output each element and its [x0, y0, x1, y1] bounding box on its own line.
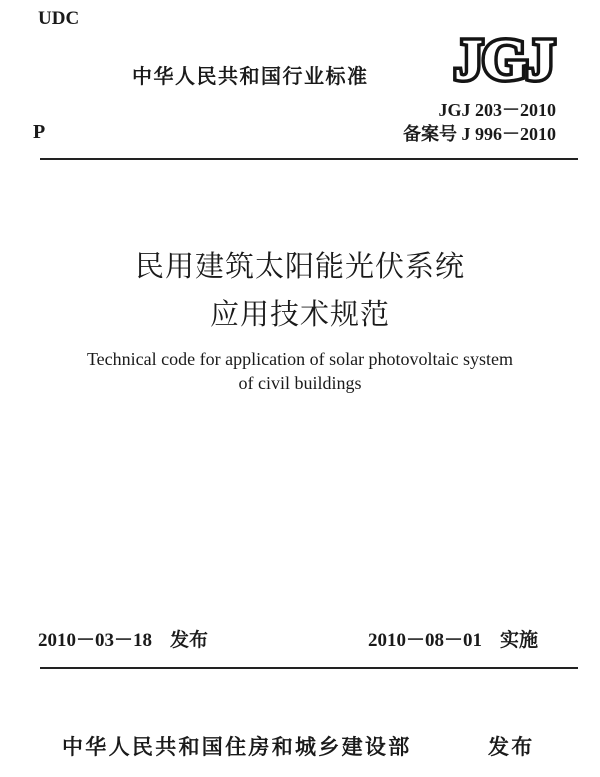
publish-label: 发布: [488, 735, 535, 759]
standard-number: JGJ 203－2010: [438, 100, 556, 120]
top-divider: [40, 158, 578, 160]
jgj-logo-text: JGJ: [453, 30, 555, 86]
title-cn-line1: 民用建筑太阳能光伏系统: [134, 251, 465, 283]
title-en-line2: of civil buildings: [238, 373, 362, 393]
jgj-logo: [448, 30, 560, 86]
bottom-divider: [40, 667, 578, 669]
title-en-line1: Technical code for application of solar photovoltaic system: [86, 349, 514, 369]
implement-date: 2010－08－01: [368, 630, 483, 651]
standard-number-block: [403, 98, 556, 146]
issue-date: 2010－03－18: [38, 630, 153, 651]
implement-label: 实施: [500, 629, 539, 651]
publisher-name: 中华人民共和国住房和城乡建设部: [62, 735, 412, 759]
ministry-standard-heading: 中华人民共和国行业标准: [132, 64, 369, 88]
category-code: P: [33, 121, 46, 143]
title-en: [0, 347, 600, 395]
issue-label: 发布: [170, 629, 209, 651]
filing-number: 备案号 J 996－2010: [403, 124, 556, 144]
implement-date-block: [368, 625, 538, 652]
title-cn-line2: 应用技术规范: [209, 299, 390, 331]
issue-date-block: [38, 625, 208, 652]
udc-label: UDC: [38, 8, 80, 29]
